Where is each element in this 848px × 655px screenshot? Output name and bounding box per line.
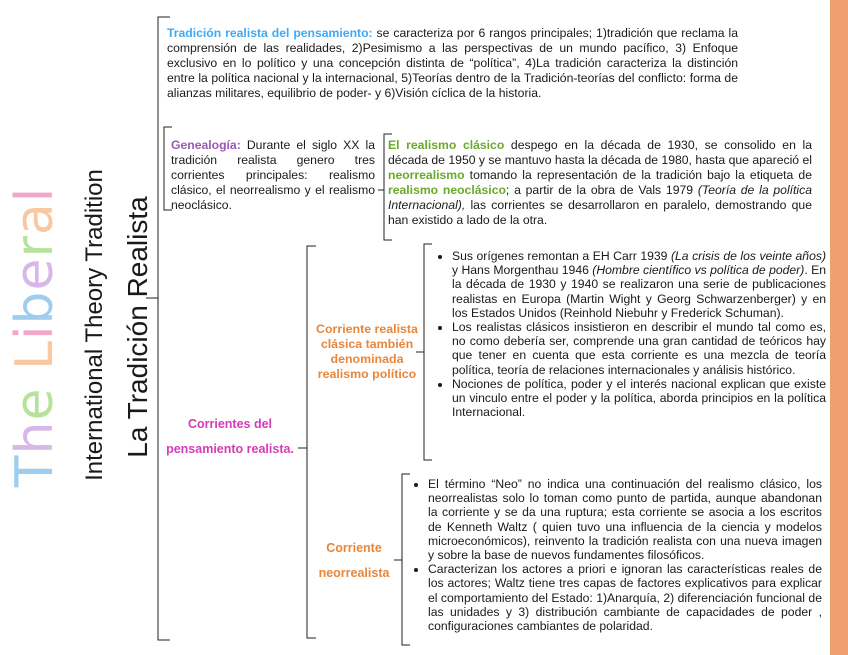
- clasica-label-l2: clásica también: [320, 337, 414, 351]
- genealogia-text: Durante el siglo XX la tradición realista genero tres corrientes principales: realismo clásico, el neorrealismo y el realismo neoclásico.: [171, 138, 375, 212]
- clasica-bullet-3: • Nociones de política, poder y el interés nacional explican que existe un vinculo entre el poder y la política, aborda principios en la política Internacional.: [452, 377, 826, 420]
- title-letter: e: [5, 257, 65, 291]
- clasico-text-1: despego en la década de 1930, se consolido en la década de 1950 y se mantuvo hasta la década de 1980, hasta que apareció el: [388, 138, 812, 167]
- clasica-bullet-1: [452, 249, 826, 320]
- neoclasico-term: realismo neoclásico: [388, 182, 506, 197]
- b1-text-c: y Hans Morgenthau 1946: [452, 263, 593, 278]
- title-letter: h: [5, 420, 65, 455]
- clasica-label-l4: realismo político: [317, 367, 417, 381]
- b1-text-e: . En la década de 1930 y 1940 se realizaron una serie de publicaciones realistas en Europa (Martin Wight y Georg Schwarzenberger) y en los Estados Unidos (Reinhold Niebuhr y Frederick Schuman).: [452, 263, 826, 320]
- corrientes-line2-text: pensamiento realista: [166, 442, 291, 456]
- neorrealismo-term: neorrealismo: [388, 167, 465, 182]
- title-letter: r: [5, 235, 65, 258]
- clasica-bullet-2: • Los realistas clásicos insistieron en describir el mundo tal como es, no como debería ser, comprende una gran cantidad de teóricos hay que tener en cuenta que esta corriente es una mezcla de teoría política, teoría de relaciones internacionales y análisis histórico.: [452, 320, 826, 377]
- title-letter: l: [5, 186, 65, 203]
- corrientes-label: [160, 412, 300, 462]
- title-letter: e: [5, 387, 65, 421]
- title-tradicion-realista: La Tradición Realista: [122, 196, 153, 458]
- clasica-bullets: [432, 249, 826, 419]
- neo-bullet-1: • El término “Neo” no indica una continuación del realismo clásico, los neorrealistas solo lo toman como punto de partida, aunque abandonan la corriente y se da una ruptura; esta corriente se asocia a los escritos de Kenneth Waltz ( quien tuvo una influencia de la ciencia y modelos microeconómicos), reinvento la tradición realista con una nueva imagen y sobre la base de nuevos fundamentes filosóficos.: [428, 477, 822, 562]
- clasico-text-3: ; a partir de la obra de Vals 1979: [505, 182, 698, 197]
- title-letter: b: [5, 290, 65, 325]
- b1-book-carr: (La crisis de los veinte años): [670, 249, 826, 263]
- clasico-label: El realismo clásico: [388, 138, 505, 152]
- title-letter: T: [5, 454, 65, 488]
- neo-label: [312, 536, 396, 586]
- neo-label-l1: Corriente: [326, 541, 382, 555]
- clasica-label-l1: Corriente realista: [316, 322, 418, 336]
- b1-text-a: Sus orígenes remontan a EH Carr 1939: [452, 249, 671, 263]
- genealogia-paragraph: [171, 138, 375, 213]
- top-paragraph: [167, 26, 738, 101]
- corrientes-line1: Corrientes del: [187, 417, 273, 431]
- corrientes-dot: .: [290, 442, 294, 456]
- clasica-label: [314, 322, 420, 382]
- title-letter: i: [5, 324, 65, 340]
- neo-bullets: [408, 477, 822, 633]
- top-label: Tradición realista del pensamiento:: [167, 26, 373, 40]
- genealogia-label: Genealogía:: [171, 138, 241, 152]
- clasico-paragraph: [388, 138, 812, 227]
- b1-book-morgenthau: (Hombre científico vs política de poder): [592, 263, 805, 278]
- title-international-theory: International Theory Tradition: [81, 169, 108, 481]
- clasico-text-4: las corrientes se desarrollaron en paralelo, demostrando que han existido a lado de la otra.: [388, 197, 812, 227]
- clasica-label-l3: denominada: [330, 352, 404, 366]
- title-letter: a: [5, 202, 65, 236]
- top-text: se caracteriza por 6 rangos principales; 1)tradición que reclama la comprensión de las realidades, 2)Pesimismo a las perspectivas de un mundo pacífico, 3) Enfoque exclusivo en lo político y una concepción distinta de “política”, 4)La tradición caracteriza la distinción entre la política nacional y la internacional, 5)Teorías dentro de la Tradición-teorías del conflicto: forma de alianzas militares, equilibrio de poder- y 6)Visión cíclica de la historia.: [167, 26, 738, 100]
- corrientes-line2: [160, 437, 300, 462]
- neo-label-l2: neorrealista: [318, 566, 390, 580]
- clasico-text-2: tomando la representación de la tradición bajo la etiqueta de: [464, 167, 812, 182]
- clasico-book-title: (Teoría de la política Internacional),: [388, 182, 813, 212]
- neo-bullet-2: • Caracterizan los actores a priori e ignoran las características reales de los actores; Waltz tiene tres capas de factores explicativos para explicar el comportamiento del Estado: 1)Anarquía, 2) diferenciación funcional de las unidades y 3) distribución cambiante de capacidades de poder , configuraciones cambiantes de polaridad.: [428, 562, 822, 633]
- title-letter: L: [5, 339, 65, 370]
